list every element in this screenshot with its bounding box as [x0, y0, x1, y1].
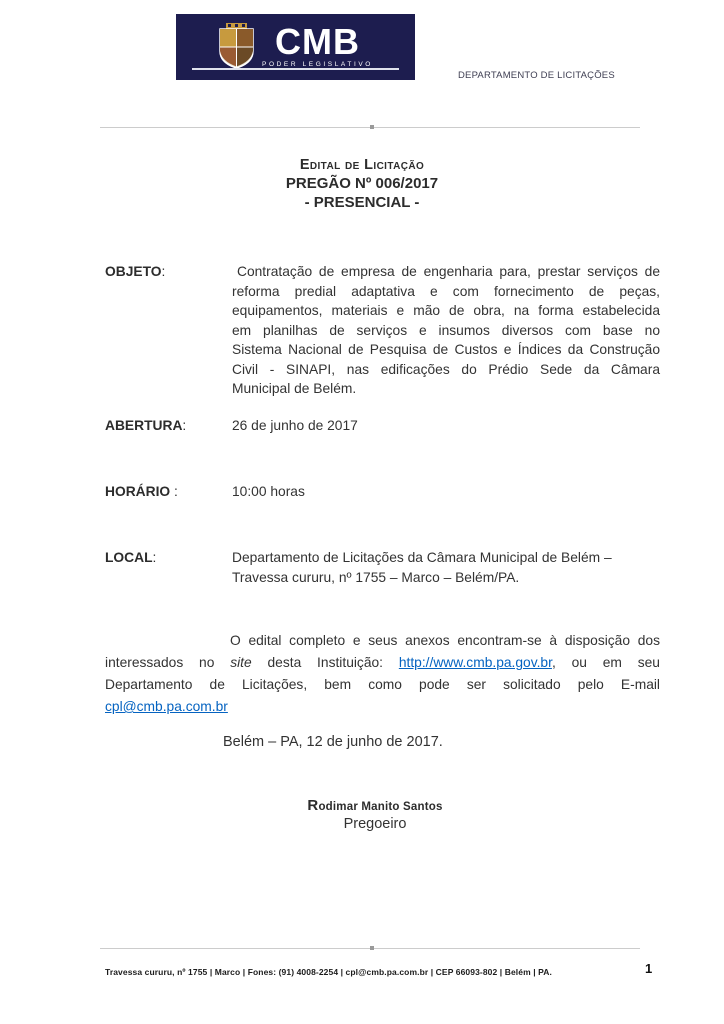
availability-line: O edital completo e seus anexos encontram-se à disposição dos: [230, 633, 660, 648]
objeto-line: Civil - SINAPI, nas edificações do Prédio Sede da Câmara: [232, 361, 660, 377]
document-title: Edital de Licitação: [299, 157, 425, 173]
availability-paragraph: [105, 630, 660, 718]
field-label-text: HORÁRIO: [105, 484, 171, 499]
objeto-line: Sistema Nacional de Pesquisa de Custos e Índices da Construção: [232, 342, 660, 357]
title-block: [0, 157, 724, 211]
field-objeto: [105, 262, 660, 399]
field-label-sep: :: [170, 484, 178, 499]
local-line: Departamento de Licitações da Câmara Municipal de Belém –: [232, 550, 612, 565]
field-local: [105, 548, 660, 587]
department-label: DEPARTAMENTO DE LICITAÇÕES: [458, 70, 615, 81]
objeto-line: em planilhas de serviços e insumos diversos com base no: [232, 322, 660, 338]
page-number: 1: [645, 961, 653, 976]
field-value-objeto: [232, 262, 660, 399]
field-label-sep: :: [152, 550, 157, 565]
field-label-text: LOCAL: [105, 550, 153, 565]
field-value-abertura: [232, 416, 660, 436]
logo-tagline: PODER LEGISLATIVO: [262, 60, 373, 68]
signer-name: Rodimar Manito Santos: [307, 797, 443, 814]
divider-dot: [370, 125, 374, 129]
bottom-divider: [100, 948, 640, 949]
divider-dot: [370, 946, 374, 950]
availability-line: Departamento de Licitações, bem como pode ser solicitado pelo E-mail: [105, 677, 660, 692]
field-label-sep: :: [182, 418, 187, 433]
logo-underline: [192, 68, 399, 70]
place-date-line: Belém – PA, 12 de junho de 2017.: [223, 734, 443, 750]
availability-line: [105, 696, 660, 718]
field-label-local: [105, 548, 232, 587]
signature-block: [225, 797, 525, 832]
document-subtitle-number: PREGÃO Nº 006/2017: [285, 175, 439, 192]
availability-text: , ou em seu: [551, 655, 660, 670]
availability-site-word: site: [230, 655, 252, 670]
footer-address: Travessa cururu, nº 1755 | Marco | Fones: (91) 4008-2254 | cpl@cmb.pa.com.br | CEP 66093-802 | Belém | PA.: [105, 967, 552, 977]
field-label-sep: :: [161, 264, 166, 279]
objeto-line: Contratação de empresa de engenharia para, prestar serviços de: [237, 264, 660, 279]
availability-text: desta Instituição:: [251, 655, 399, 670]
logo-acronym: CMB: [275, 20, 360, 62]
objeto-line: reforma predial adaptativa e com fornecimento de peças,: [232, 283, 660, 299]
email-link[interactable]: cpl@cmb.pa.com.br: [105, 699, 228, 714]
objeto-line: equipamentos, materiais e mão de obra, na forma estabelecida: [232, 303, 660, 318]
availability-text: interessados no: [105, 655, 231, 670]
top-divider: [100, 127, 640, 128]
field-label-objeto: [105, 262, 232, 399]
field-label-abertura: [105, 416, 232, 436]
cmb-logo: [176, 14, 415, 80]
horario-time: 10:00 horas: [232, 484, 305, 499]
field-label-text: ABERTURA: [105, 418, 183, 433]
objeto-line: Municipal de Belém.: [232, 381, 357, 396]
availability-line: [105, 652, 660, 674]
field-value-horario: [232, 482, 660, 502]
document-subtitle-modality: - PRESENCIAL -: [304, 194, 420, 211]
field-label-text: OBJETO: [105, 264, 162, 279]
cmb-crest-shield-icon: [218, 23, 255, 68]
field-value-local: [232, 548, 660, 587]
field-horario: [105, 482, 660, 502]
website-link[interactable]: http://www.cmb.pa.gov.br: [398, 655, 552, 670]
field-abertura: [105, 416, 660, 436]
local-line: Travessa cururu, nº 1755 – Marco – Belém/PA.: [232, 569, 520, 585]
signer-role: Pregoeiro: [343, 816, 407, 832]
abertura-date: 26 de junho de 2017: [232, 418, 358, 433]
field-label-horario: [105, 482, 232, 502]
